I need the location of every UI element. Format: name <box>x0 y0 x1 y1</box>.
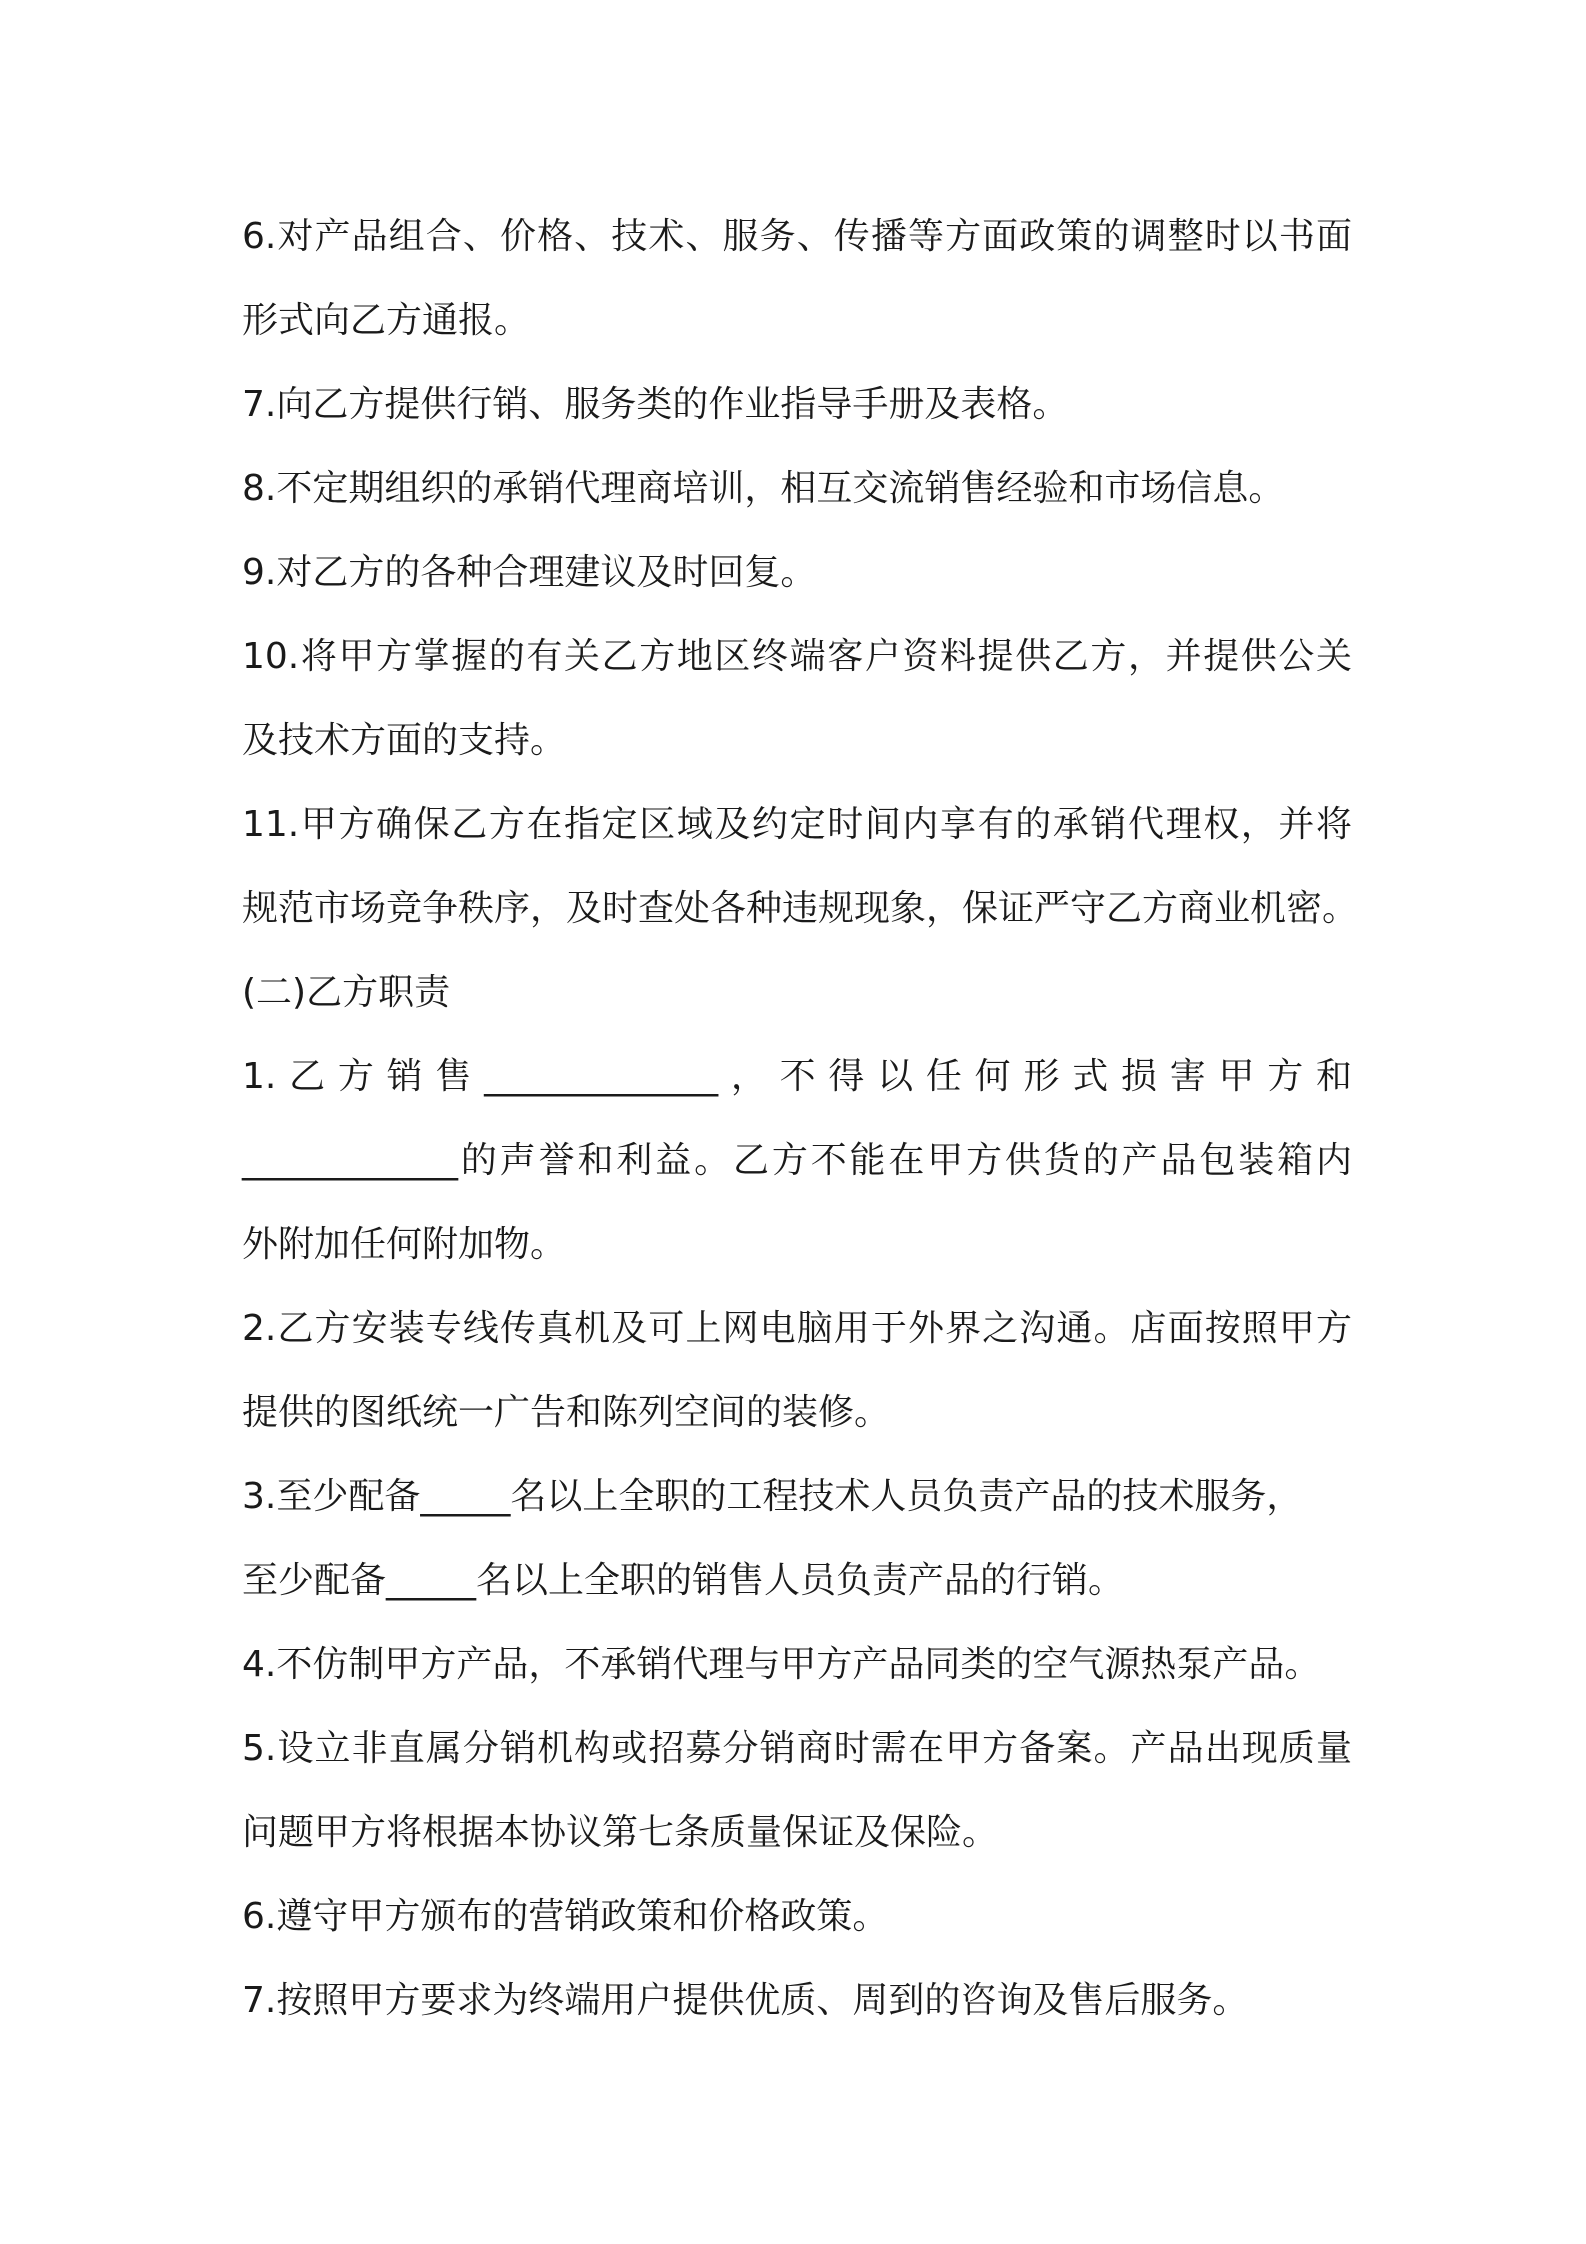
text-line-15: 提供的图纸统一广告和陈列空间的装修。 <box>242 1392 891 1433</box>
text-line-6: 10.将甲方掌握的有关乙方地区终端客户资料提供乙方，并提供公关 <box>242 636 1352 677</box>
document-body <box>242 195 1359 2043</box>
text-line-14: 2.乙方安装专线传真机及可上网电脑用于外界之沟通。店面按照甲方 <box>242 1308 1352 1349</box>
text-line-17: 至少配备_____名以上全职的销售人员负责产品的行销。 <box>242 1560 1125 1601</box>
text-line-1: 6.对产品组合、价格、技术、服务、传播等方面政策的调整时以书面 <box>242 216 1352 257</box>
text-line-21: 6.遵守甲方颁布的营销政策和价格政策。 <box>242 1896 889 1937</box>
text-line-2: 形式向乙方通报。 <box>242 300 531 341</box>
text-line-16: 3.至少配备_____名以上全职的工程技术人员负责产品的技术服务， <box>242 1476 1303 1517</box>
text-line-12: ____________的声誉和利益。乙方不能在甲方供货的产品包装箱内 <box>242 1140 1352 1181</box>
text-line-7: 及技术方面的支持。 <box>242 720 567 761</box>
text-line-20: 问题甲方将根据本协议第七条质量保证及保险。 <box>242 1812 999 1853</box>
text-line-13: 外附加任何附加物。 <box>242 1224 567 1265</box>
text-line-8: 11.甲方确保乙方在指定区域及约定时间内享有的承销代理权，并将 <box>242 804 1352 845</box>
text-line-11: 1.乙方销售_____________，不得以任何形式损害甲方和 <box>242 1056 1352 1097</box>
text-line-22: 7.按照甲方要求为终端用户提供优质、周到的咨询及售后服务。 <box>242 1980 1249 2021</box>
text-line-4: 8.不定期组织的承销代理商培训，相互交流销售经验和市场信息。 <box>242 468 1285 509</box>
text-line-19: 5.设立非直属分销机构或招募分销商时需在甲方备案。产品出现质量 <box>242 1728 1352 1769</box>
text-line-9: 规范市场竞争秩序，及时查处各种违规现象，保证严守乙方商业机密。 <box>242 888 1359 929</box>
section-heading: (二)乙方职责 <box>242 972 451 1013</box>
text-line-5: 9.对乙方的各种合理建议及时回复。 <box>242 552 817 593</box>
text-line-18: 4.不仿制甲方产品，不承销代理与甲方产品同类的空气源热泵产品。 <box>242 1644 1321 1685</box>
text-line-3: 7.向乙方提供行销、服务类的作业指导手册及表格。 <box>242 384 1069 425</box>
